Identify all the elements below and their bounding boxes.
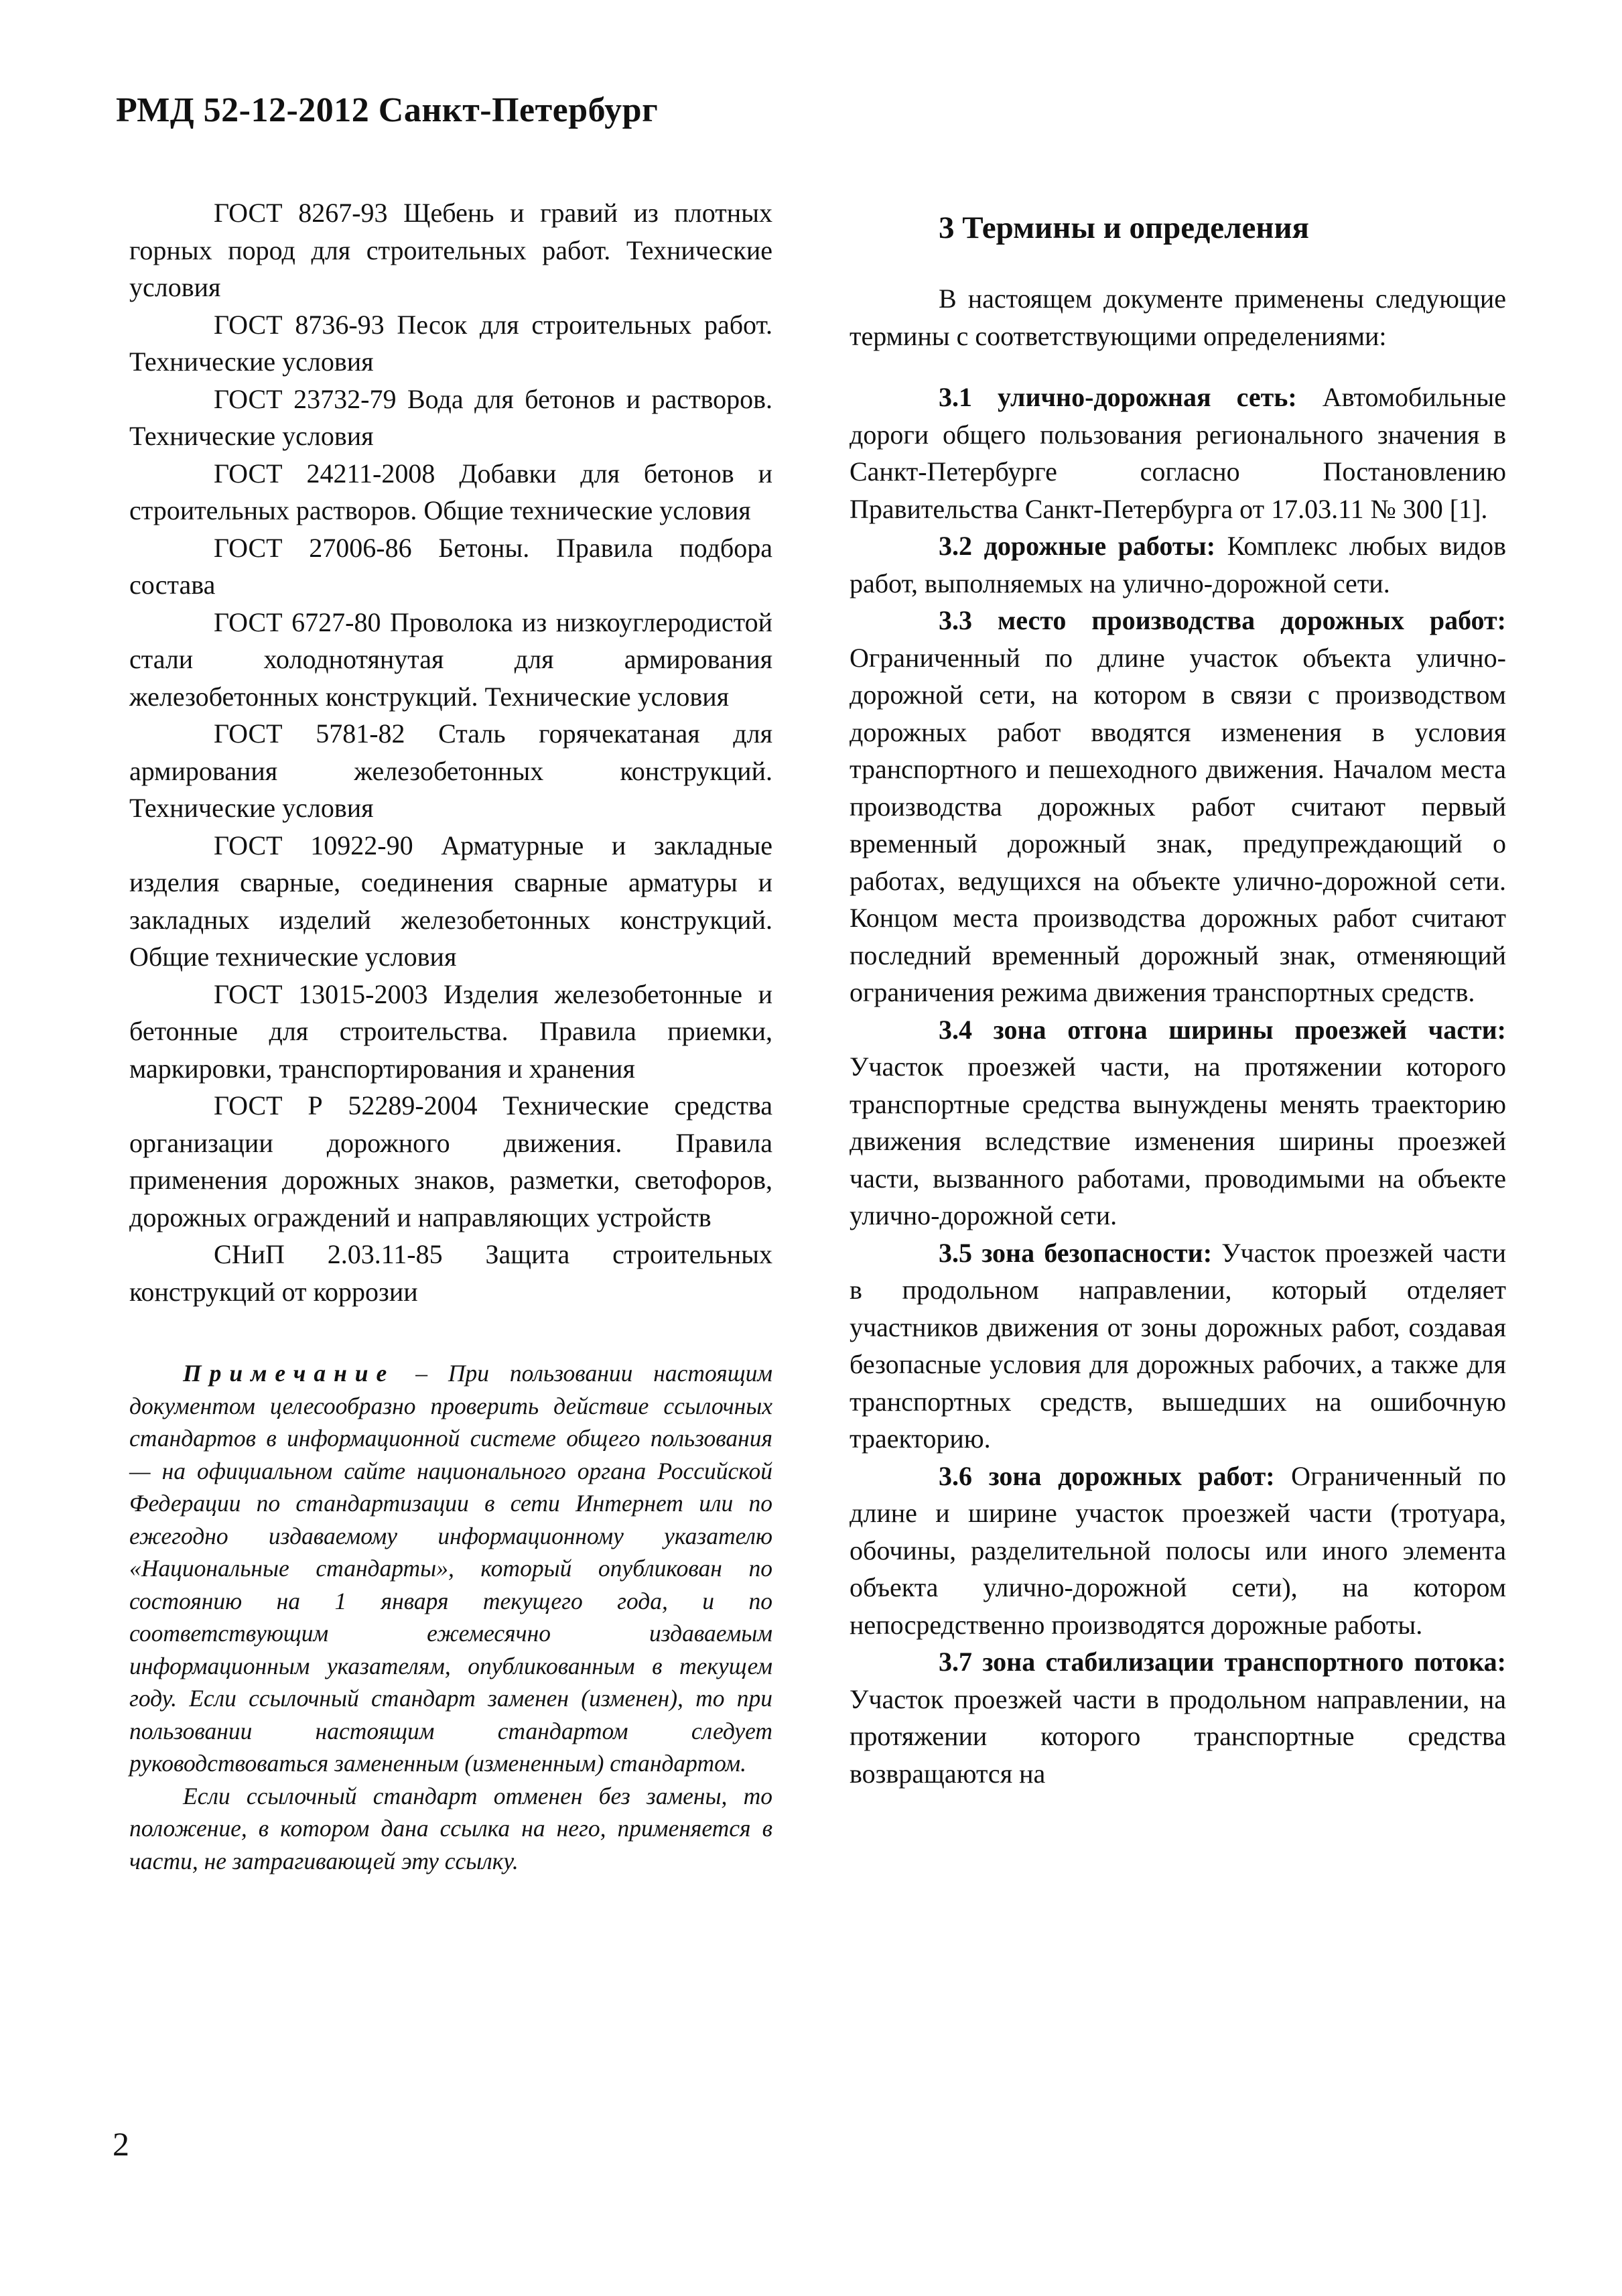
term-name: 3.5 зона безопасности: <box>939 1237 1213 1268</box>
term-name: 3.1 улично-дорожная сеть: <box>939 382 1297 412</box>
term-definition <box>850 1458 1506 1644</box>
reference-item: ГОСТ Р 52289-2004 Технические средства организации дорожного движения. Правила применения дорожных знаков, разметки, светофоров, дорожных ограждений и направляющих устройств <box>129 1090 772 1232</box>
note-label: Примечание <box>183 1360 395 1387</box>
note <box>129 1357 772 1780</box>
term-name: 3.4 зона отгона ширины проезжей части: <box>939 1014 1506 1045</box>
term-definition <box>850 602 1506 1011</box>
reference-item: ГОСТ 10922-90 Арматурные и закладные изделия сварные, соединения сварные арматуры и закладных изделий железобетонных конструкций. Общие технические условия <box>129 830 772 972</box>
term-name: 3.7 зона стабилизации транспортного потока: <box>939 1647 1506 1677</box>
reference-item: ГОСТ 13015-2003 Изделия железобетонные и бетонные для строительства. Правила приемки, маркировки, транспортирования и хранения <box>129 978 772 1084</box>
right-column <box>850 208 1506 1792</box>
reference-item: ГОСТ 24211-2008 Добавки для бетонов и строительных растворов. Общие технические условия <box>129 458 772 525</box>
term-name: 3.6 зона дорожных работ: <box>939 1460 1275 1491</box>
section-heading: 3 Термины и определения <box>939 210 1309 245</box>
term-definition <box>850 1234 1506 1458</box>
page-number: 2 <box>113 2125 129 2163</box>
section-intro: В настоящем документе применены следующие термины с соответствующими определениями: <box>850 283 1506 351</box>
reference-item: ГОСТ 23732-79 Вода для бетонов и растворов. Технические условия <box>129 383 772 451</box>
term-text: Автомобильные дороги общего пользования регионального значения в Санкт-Петербурге согласно Постановлению Правительства Санкт-Петербурга от 17.03.11 № 300 [1]. <box>850 382 1506 524</box>
term-definition <box>850 379 1506 527</box>
left-column <box>129 194 772 1877</box>
reference-item: ГОСТ 5781-82 Сталь горячекатаная для армирования железобетонных конструкций. Технические условия <box>129 718 772 823</box>
reference-item: СНиП 2.03.11-85 Защита строительных конструкций от коррозии <box>129 1239 772 1307</box>
term-text: Участок проезжей части в продольном направлении, который отделяет участников движения от зоны дорожных работ, создавая безопасные условия для дорожных рабочих, а также для транспортных средств, вышедших на ошибочную траекторию. <box>850 1237 1506 1454</box>
reference-item: ГОСТ 8736-93 Песок для строительных работ. Технические условия <box>129 309 772 377</box>
reference-item: ГОСТ 6727-80 Проволока из низкоуглеродистой стали холоднотянутая для армирования железобетонных конструкций. Технические условия <box>129 607 772 712</box>
reference-item: ГОСТ 27006-86 Бетоны. Правила подбора состава <box>129 532 772 600</box>
running-header: РМД 52-12-2012 Санкт-Петербург <box>116 91 659 129</box>
term-text: Комплекс любых видов работ, выполняемых на улично-дорожной сети. <box>850 531 1506 598</box>
term-text: Участок проезжей части, на протяжении которого транспортные средства вынуждены менять траекторию движения вследствие изменения ширины проезжей части, вызванного работами, проводимыми на объекте улично-дорожной сети. <box>850 1051 1506 1230</box>
term-name: 3.3 место производства дорожных работ: <box>939 605 1506 635</box>
note-text: – При пользовании настоящим документом целесообразно проверить действие ссылочных стандартов в информационной системе общего пользования — на официальном сайте национального органа Российской Федерации по стандартизации в сети Интернет или по ежегодно издаваемому информационному указателю «Национальные стандарты», который опубликован по состоянию на 1 января текущего года, и по соответствующим ежемесячно издаваемым информационным указателям, опубликованным в текущем году. Если ссылочный стандарт заменен (изменен), то при пользовании настоящим стандартом следует руководствоваться замененным (измененным) стандартом. <box>129 1360 772 1777</box>
term-text: Ограниченный по длине участок объекта улично-дорожной сети, на котором в связи с производством дорожных работ вводятся изменения в условия транспортного и пешеходного движения. Началом места производства дорожных работ считают первый временный дорожный знак, предупреждающий о работах, ведущихся на объекте улично-дорожной сети. Концом места производства дорожных работ считают последний временный дорожный знак, отменяющий ограничения режима движения транспортных средств. <box>850 642 1506 1007</box>
term-definition <box>850 527 1506 602</box>
term-definition <box>850 1643 1506 1792</box>
note-continuation: Если ссылочный стандарт отменен без замены, то положение, в котором дана ссылка на него, применяется в части, не затрагивающей эту ссылку. <box>129 1782 772 1874</box>
term-name: 3.2 дорожные работы: <box>939 531 1216 561</box>
term-definition <box>850 1011 1506 1234</box>
term-text: Ограниченный по длине и ширине участок проезжей части (тротуара, обочины, разделительной полосы или иного элемента объекта улично-дорожной сети), на котором непосредственно производятся дорожные работы. <box>850 1460 1507 1640</box>
term-text: Участок проезжей части в продольном направлении, на протяжении которого транспортные средства возвращаются на <box>850 1683 1506 1789</box>
reference-item: ГОСТ 8267-93 Щебень и гравий из плотных горных пород для строительных работ. Технические условия <box>129 198 772 302</box>
